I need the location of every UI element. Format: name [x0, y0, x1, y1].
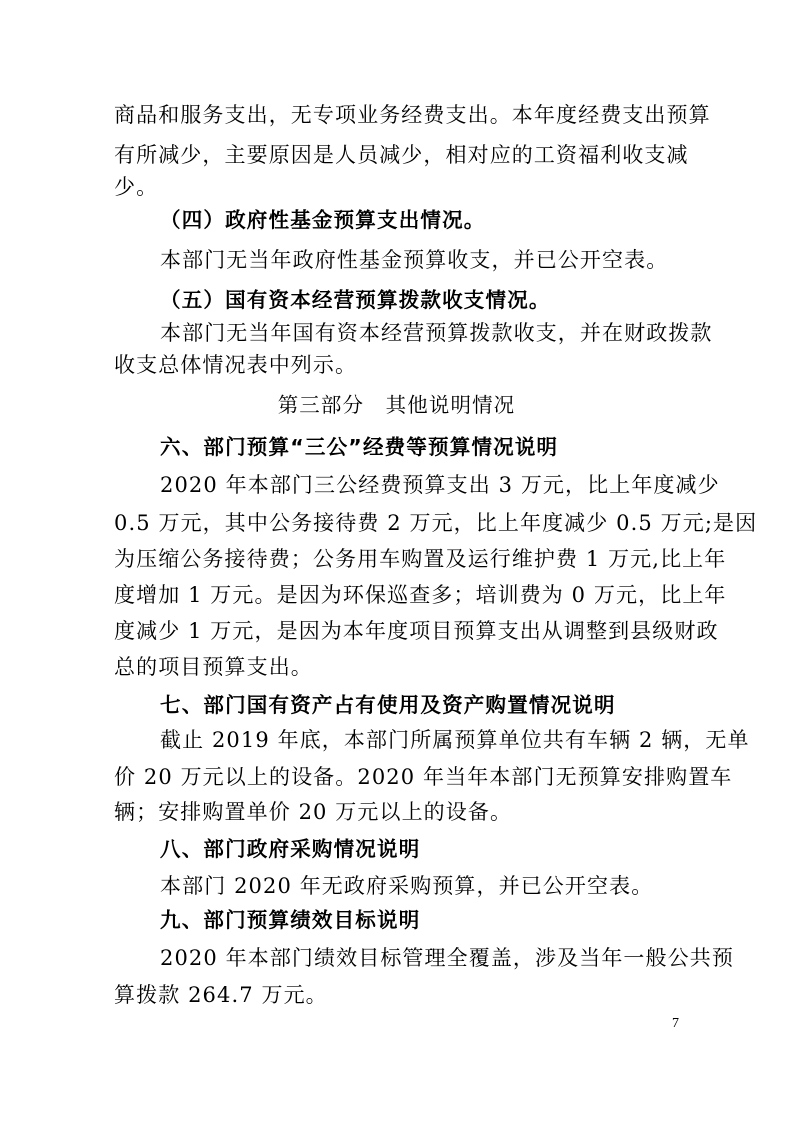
section-heading: （四）政府性基金预算支出情况。 — [160, 208, 486, 232]
body-text-line: 辆；安排购置单价 20 万元以上的设备。 — [114, 800, 513, 824]
body-text-line: 总的项目预算支出。 — [114, 655, 313, 679]
body-text-line: 2020 年本部门绩效目标管理全覆盖，涉及当年一般公共预 — [160, 946, 734, 970]
body-text-line: 本部门 2020 年无政府采购预算，并已公开空表。 — [160, 874, 654, 898]
body-text-line: 算拨款 264.7 万元。 — [114, 983, 328, 1007]
body-text-line: 商品和服务支出，无专项业务经费支出。本年度经费支出预算 — [114, 103, 711, 127]
body-text-line: 2020 年本部门三公经费预算支出 3 万元，比上年度减少 — [160, 473, 720, 497]
body-text-line: 收支总体情况表中列示。 — [114, 353, 358, 377]
body-text-line: 价 20 万元以上的设备。2020 年当年本部门无预算安排购置车 — [114, 765, 733, 789]
body-text-line: 本部门无当年国有资本经营预算拨款收支，并在财政拨款 — [160, 321, 713, 345]
body-text-line: 度增加 1 万元。是因为环保巡查多；培训费为 0 万元，比上年 — [114, 583, 727, 607]
section-heading: 九、部门预算绩效目标说明 — [160, 908, 421, 932]
body-text-line: 截止 2019 年底，本部门所属预算单位共有车辆 2 辆，无单 — [160, 728, 750, 752]
body-text-line: 有所减少，主要原因是人员减少，相对应的工资福利收支减 — [114, 143, 689, 167]
body-text-line: 度减少 1 万元，是因为本年度项目预算支出从调整到县级财政 — [114, 619, 719, 643]
section-heading: 八、部门政府采购情况说明 — [160, 837, 421, 861]
section-heading: （五）国有资本经营预算拨款收支情况。 — [160, 288, 551, 312]
section-heading: 七、部门国有资产占有使用及资产购置情况说明 — [160, 693, 616, 717]
page-number: 7 — [672, 1016, 679, 1031]
body-text-line: 本部门无当年政府性基金预算收支，并已公开空表。 — [160, 248, 669, 272]
section-heading: 六、部门预算“三公”经费等预算情况说明 — [160, 435, 559, 459]
body-text-line: 0.5 万元，其中公务接待费 2 万元，比上年度减少 0.5 万元;是因 — [114, 511, 758, 535]
body-text-line: 少。 — [114, 175, 159, 199]
part-title: 第三部分 其他说明情况 — [277, 393, 516, 417]
body-text-line: 为压缩公务接待费；公务用车购置及运行维护费 1 万元,比上年 — [114, 547, 727, 571]
